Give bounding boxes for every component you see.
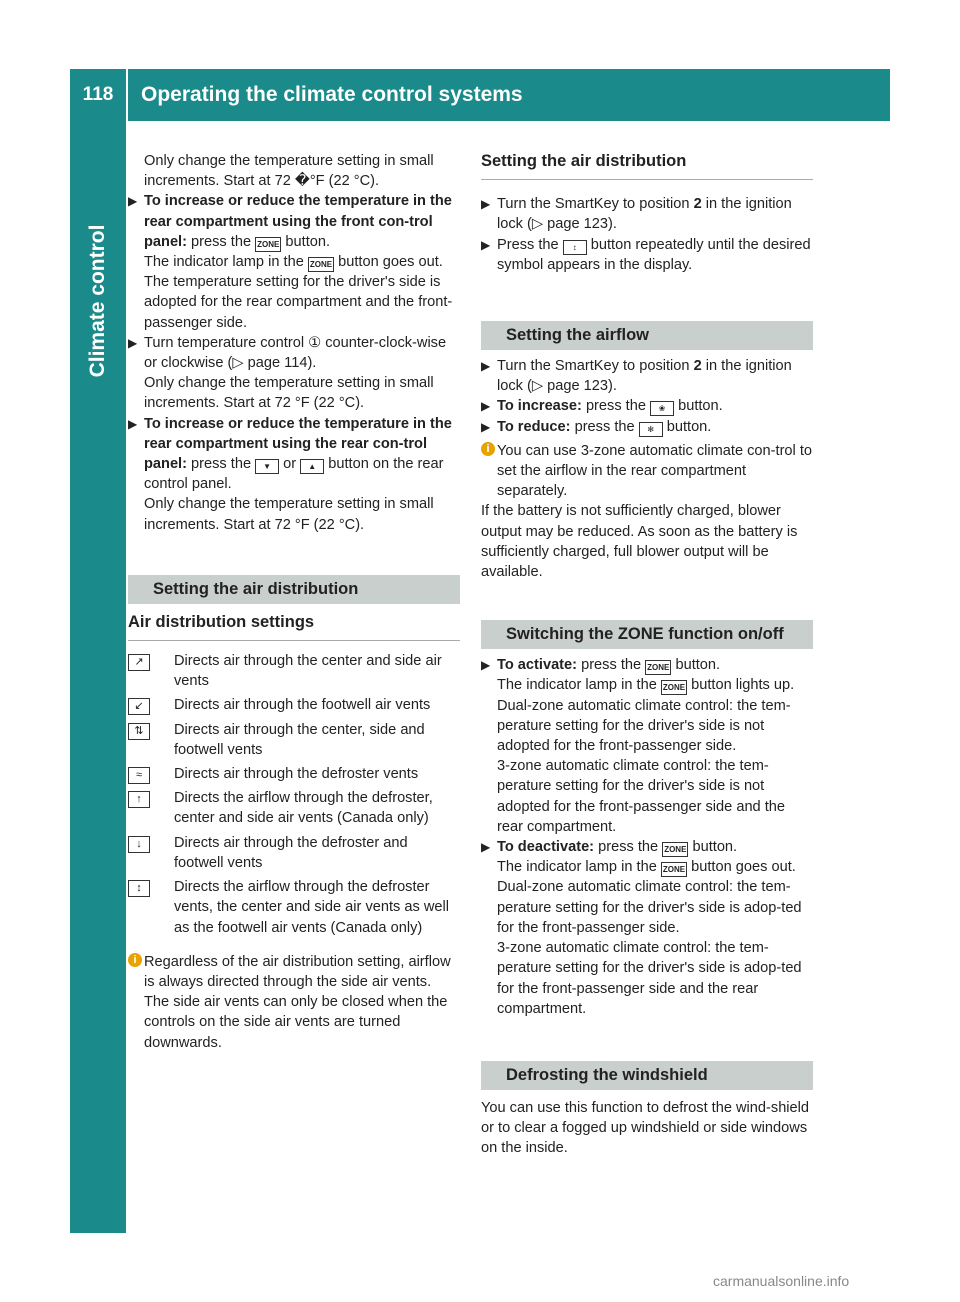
section-heading: Defrosting the windshield xyxy=(481,1061,813,1090)
step-item: ▶ To increase: press the ❀ button. xyxy=(481,396,813,416)
zone-button-icon: ZONE xyxy=(662,842,688,857)
fan-reduce-icon: ✻ xyxy=(639,422,663,437)
step-arrow-icon: ▶ xyxy=(481,197,491,212)
info-icon: i xyxy=(481,442,495,456)
distribution-row: ↙ Directs air through the footwell air vents xyxy=(128,695,460,715)
section-heading: Setting the air distribution xyxy=(481,151,813,180)
step-item: ▶ To increase or reduce the temperature in the rear compartment using the front con-trol panel: press the ZONE button. The indicator lamp in the ZONE button goes out. The temperature setting for the driver's side is adopted for the rear compartment and the front-passenger side. xyxy=(128,193,453,331)
paragraph: You can use this function to defrost the wind-shield or to clear a fogged up windshield or side windows on the inside. xyxy=(481,1099,810,1157)
step-arrow-icon: ▶ xyxy=(481,399,491,414)
arrow-up-icon: ▲ xyxy=(300,459,324,474)
paragraph: If the battery is not sufficiently charged, blower output may be reduced. As soon as the battery is sufficiently charged, full blower output will be available. xyxy=(481,503,798,581)
info-note: i Regardless of the air distribution setting, airflow is always directed through the side air vents. The side air vents can only be closed when the controls on the side air vents are turned downwards. xyxy=(128,952,460,1053)
step-item: ▶ To reduce: press the ✻ button. xyxy=(481,417,813,437)
step-arrow-icon: ▶ xyxy=(128,416,138,431)
distribution-row: ↑ Directs the airflow through the defroster, center and side air vents (Canada only) xyxy=(128,788,460,828)
step-arrow-icon: ▶ xyxy=(481,840,491,855)
section-heading: Setting the airflow xyxy=(481,321,813,350)
zone-button-icon: ZONE xyxy=(661,862,687,877)
vent-defrost-center-icon: ↑ xyxy=(128,791,150,808)
step-item: ▶ To increase or reduce the temperature in the rear compartment using the rear con-trol panel: press the ▼ or ▲ button on the rear control panel. Only change the temperature setting in small increments. Start at 72 ‌°F (22 ‌°C). xyxy=(128,415,452,533)
distribution-row: ↓ Directs air through the defroster and footwell vents xyxy=(128,833,460,873)
right-column xyxy=(481,151,813,1159)
arrow-down-icon: ▼ xyxy=(255,459,279,474)
zone-button-icon: ZONE xyxy=(645,660,671,675)
fan-increase-icon: ❀ xyxy=(650,401,674,416)
distribution-row: ⇅ Directs air through the center, side and footwell vents xyxy=(128,720,460,760)
step-item: ▶ Turn the SmartKey to position 2 in the ignition lock (▷ page 123). xyxy=(481,196,792,233)
air-distribution-button-icon: ↕ xyxy=(563,240,587,255)
header-divider xyxy=(126,69,128,121)
step-arrow-icon: ▶ xyxy=(481,237,491,252)
paragraph: Only change the temperature setting in small increments. Start at 72 �°F (22 ‌°C). xyxy=(144,153,434,190)
vent-center-footwell-icon: ⇅ xyxy=(128,723,150,740)
vent-all-icon: ↕ xyxy=(128,880,150,897)
section-heading: Setting the air distribution xyxy=(128,575,460,604)
distribution-row: ↕ Directs the airflow through the defroster vents, the center and side air vents as well as the footwell air vents (Canada only) xyxy=(128,877,460,938)
vent-defrost-icon: ≈ xyxy=(128,767,150,784)
step-arrow-icon: ▶ xyxy=(481,359,491,374)
distribution-row: ≈ Directs air through the defroster vents xyxy=(128,764,460,784)
subsection-heading: Air distribution settings xyxy=(128,612,460,641)
section-heading: Switching the ZONE function on/off xyxy=(481,620,813,649)
step-item: ▶ To deactivate: press the ZONE button. The indicator lamp in the ZONE button goes out. Dual-zone automatic climate control: the tem-perature setting for the driver's side is adop-ted for the front-passenger side. 3-zone automatic climate control: the tem-perature setting for the driver's side is adop-ted for the front-passenger side and the rear compartment. xyxy=(481,839,802,1017)
zone-button-icon: ZONE xyxy=(308,257,334,272)
step-item: ▶ Turn the SmartKey to position 2 in the ignition lock (▷ page 123). xyxy=(481,358,792,395)
page-number: 118 xyxy=(82,84,114,105)
step-item: ▶ Press the ↕ button repeatedly until the desired symbol appears in the display. xyxy=(481,236,811,273)
vent-center-icon: ↗ xyxy=(128,654,150,671)
step-item: ▶ To activate: press the ZONE button. The indicator lamp in the ZONE button lights up. Dual-zone automatic climate control: the tem-perature setting for the driver's side is not adopted for the front-passenger side. 3-zone automatic climate control: the tem-perature setting for the driver's side is not adopted for the front-passenger side and the rear compartment. xyxy=(481,657,795,835)
zone-button-icon: ZONE xyxy=(255,237,281,252)
left-column xyxy=(128,151,460,1053)
chapter-label: Climate control xyxy=(86,224,109,378)
watermark: carmanualsonline.info xyxy=(713,1273,850,1289)
chapter-sidebar xyxy=(70,121,126,1233)
step-arrow-icon: ▶ xyxy=(128,194,138,209)
info-note: i You can use 3-zone automatic climate con-trol to set the airflow in the rear compartment separately. xyxy=(481,441,813,502)
step-arrow-icon: ▶ xyxy=(128,335,138,350)
vent-footwell-icon: ↙ xyxy=(128,698,150,715)
vent-defrost-footwell-icon: ↓ xyxy=(128,836,150,853)
step-arrow-icon: ▶ xyxy=(481,658,491,673)
page-title: Operating the climate control systems xyxy=(141,83,523,106)
distribution-row: ↗ Directs air through the center and side air vents xyxy=(128,651,460,691)
info-icon: i xyxy=(128,953,142,967)
step-arrow-icon: ▶ xyxy=(481,419,491,434)
zone-button-icon: ZONE xyxy=(661,680,687,695)
step-item: ▶ Turn temperature control ① counter-clock-wise or clockwise (▷ page 114). Only change the temperature setting in small increments. Start at 72 ‌°F (22 ‌°C). xyxy=(128,334,447,412)
